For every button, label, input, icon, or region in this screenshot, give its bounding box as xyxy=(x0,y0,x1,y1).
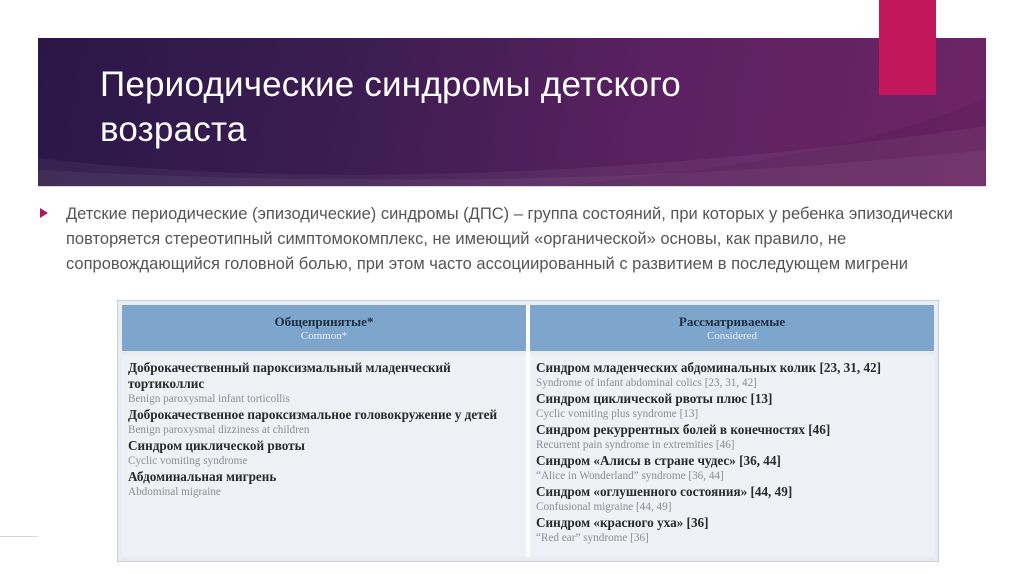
slide-title-line-2: возраста xyxy=(100,110,247,149)
table-header-common-subtitle: Common* xyxy=(300,330,348,342)
table-header-considered-title: Рассматриваемые xyxy=(678,314,786,329)
syndromes-table xyxy=(117,300,939,562)
table-header-common xyxy=(122,305,526,351)
title-band xyxy=(38,38,986,186)
table-cell-ru: Доброкачественное пароксизмальное головокружение у детей xyxy=(128,407,498,422)
table-cell-ru: Синдром циклической рвоты xyxy=(128,438,305,453)
table-cell-en: Recurrent pain syndrome in extremities [46] xyxy=(536,439,735,451)
table-cell-en: Cyclic vomiting plus syndrome [13] xyxy=(536,408,699,420)
table-cell-ru: Синдром рекуррентных болей в конечностях [46] xyxy=(536,422,831,437)
bullet-arrow-icon xyxy=(40,208,48,218)
table-header-considered xyxy=(530,305,934,351)
table-cell-en: Confusional migraine [44, 49] xyxy=(536,501,672,513)
table-header-common-title: Общепринятые* xyxy=(274,314,374,329)
accent-bar xyxy=(879,0,936,95)
table-cell-ru: Синдром младенческих абдоминальных колик [23, 31, 42] xyxy=(536,360,882,375)
table-cell-en: Benign paroxysmal dizziness at children xyxy=(128,424,310,436)
table-column-common xyxy=(122,355,526,557)
table-cell-ru: Синдром циклической рвоты плюс [13] xyxy=(536,391,773,406)
table-cell-en: “Alice in Wonderland” syndrome [36, 44] xyxy=(536,470,724,482)
slide-title xyxy=(100,62,860,152)
slide-title-line-1: Периодические синдромы детского xyxy=(100,65,681,104)
bullet-text: Детские периодические (эпизодические) синдромы (ДПС) – группа состояний, при которых у ребенка эпизодически повторяется стереотипный симптомокомплекс, не имеющий «органической» основы, как правило, не сопровождающийся головной болью, при этом часто ассоциированный с развитием в последующем мигрени xyxy=(66,205,953,273)
table-cell-en: Abdominal migraine xyxy=(128,486,221,498)
table-cell-ru: Абдоминальная мигрень xyxy=(128,469,277,484)
table-cell-ru: Синдром «оглушенного состояния» [44, 49] xyxy=(536,484,793,499)
left-rule xyxy=(0,536,38,537)
table-cell-en: Syndrome of infant abdominal colics [23, 31, 42] xyxy=(536,377,757,389)
table-cell-ru: Синдром «красного уха» [36] xyxy=(536,515,709,530)
title-underline xyxy=(38,186,986,187)
table-header-considered-subtitle: Considered xyxy=(706,330,758,342)
table-cell-ru: Доброкачественный пароксизмальный младенческий тортиколлис xyxy=(128,360,451,391)
table-cell-en: Cyclic vomiting syndrome xyxy=(128,455,248,467)
table-cell-ru: Синдром «Алисы в стране чудес» [36, 44] xyxy=(536,453,781,468)
table-column-considered xyxy=(530,355,934,557)
table-cell-en: Benign paroxysmal infant torticollis xyxy=(128,393,290,405)
table-cell-en: “Red ear” syndrome [36] xyxy=(536,532,649,544)
